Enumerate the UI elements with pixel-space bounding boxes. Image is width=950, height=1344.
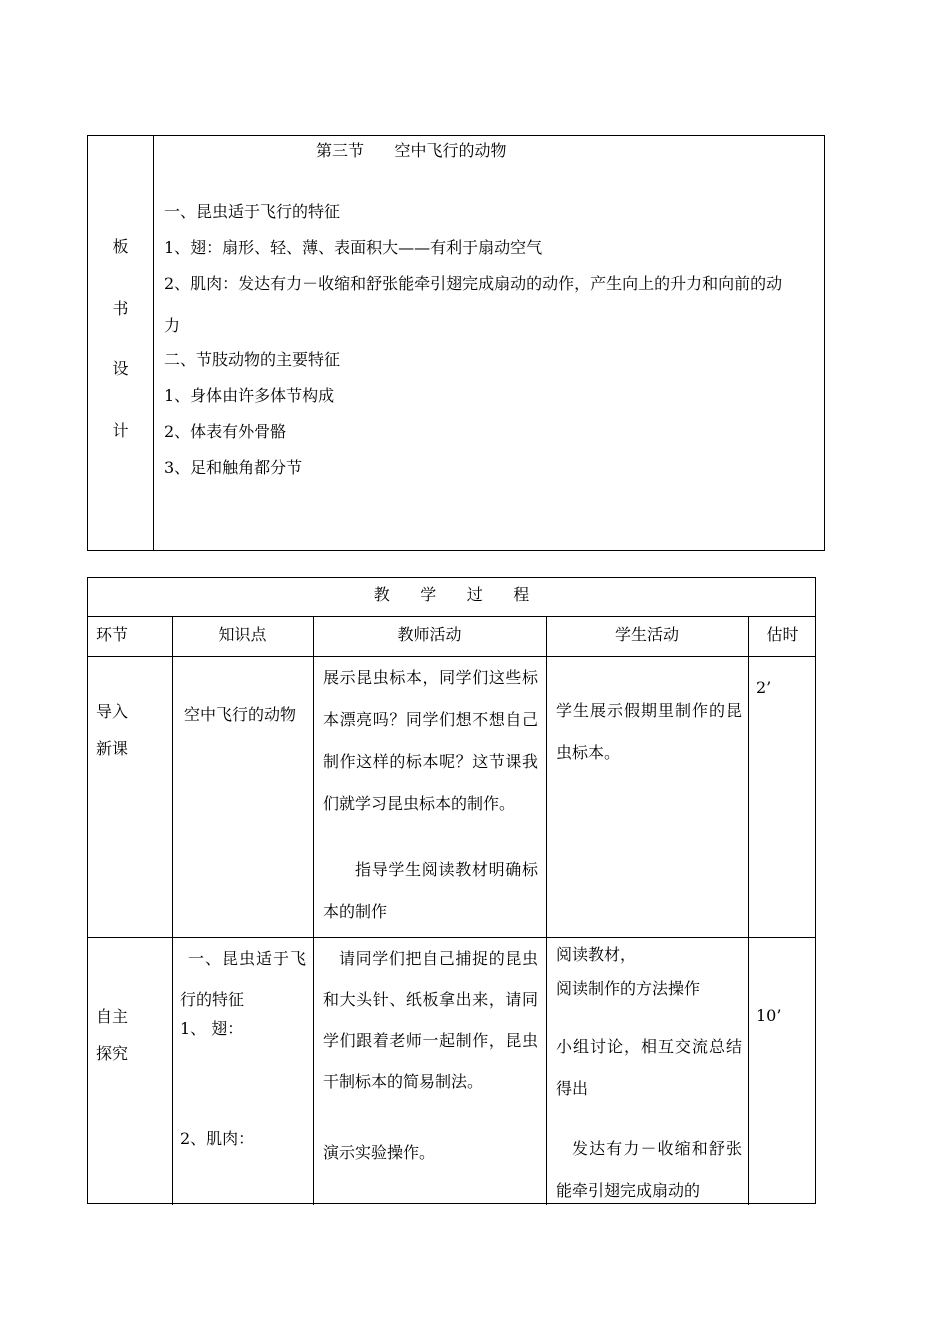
- row1-student-activity: 学生展示假期里制作的昆虫标本。: [556, 701, 742, 762]
- board-label-char-2: 书: [112, 299, 129, 318]
- row1-knowledge: 空中飞行的动物: [184, 705, 297, 724]
- header-student: 学生活动: [614, 625, 679, 644]
- board-line-2: 1、翅：扇形、轻、薄、表面积大——有利于扇动空气: [164, 238, 543, 257]
- header-time: 估时: [766, 625, 799, 644]
- row2-knowledge-muscle: 2、肌肉：: [180, 1129, 255, 1148]
- board-line-8: 3、足和触角都分节: [164, 458, 303, 477]
- board-divider: [153, 136, 154, 550]
- teaching-process-table: [87, 577, 816, 1204]
- board-label-char-3: 设: [112, 359, 129, 378]
- table-col-rule: [313, 616, 314, 1205]
- row2-time: 10’: [756, 1006, 782, 1025]
- row2-teacher-demo: 演示实验操作。: [323, 1143, 436, 1162]
- row2-stage: 自主 探究: [96, 1007, 129, 1063]
- row1-teacher-guidance: 指导学生阅读教材明确标本的制作: [323, 860, 538, 921]
- table-title: 教 学 过 程: [373, 585, 530, 604]
- board-line-6: 1、身体由许多体节构成: [164, 386, 335, 405]
- row2-teacher-activity: 请同学们把自己捕捉的昆虫和大头针、纸板拿出来，请同学们跟着老师一起制作，昆虫干制标本的简易制法。: [323, 949, 538, 1091]
- row2-student-read: 阅读教材，: [556, 945, 637, 964]
- row1-stage: 导入 新课: [96, 702, 129, 758]
- table-col-rule: [546, 616, 547, 1205]
- table-col-rule: [172, 616, 173, 1205]
- row2-knowledge-heading: 一、昆虫适于飞行的特征: [180, 949, 306, 1009]
- board-title: 第三节 空中飞行的动物: [316, 141, 507, 160]
- row2-student-discuss: 小组讨论，相互交流总结得出: [556, 1037, 742, 1098]
- header-teacher: 教师活动: [397, 625, 462, 644]
- row1-time: 2’: [756, 678, 772, 697]
- table-col-rule: [748, 616, 749, 1205]
- board-line-5: 二、节肢动物的主要特征: [164, 350, 341, 369]
- header-knowledge: 知识点: [218, 625, 267, 644]
- board-label-char-1: 板: [112, 237, 129, 256]
- board-label-char-4: 计: [112, 421, 129, 440]
- board-line-7: 2、体表有外骨骼: [164, 422, 287, 441]
- row1-teacher-activity: 展示昆虫标本，同学们这些标本漂亮吗？同学们想不想自己制作这样的标本呢？这节课我们就学习昆虫标本的制作。: [323, 668, 538, 813]
- row2-knowledge-wings: 1、 翅：: [180, 1019, 244, 1038]
- board-design-box: [87, 135, 825, 551]
- board-line-3: 2、肌肉：发达有力－收缩和舒张能牵引翅完成扇动的动作，产生向上的升力和向前的动: [164, 274, 783, 293]
- board-line-1: 一、昆虫适于飞行的特征: [164, 202, 341, 221]
- table-rule: [88, 616, 815, 617]
- header-stage: 环节: [96, 625, 129, 644]
- row2-student-conclusion: 发达有力－收缩和舒张能牵引翅完成扇动的: [556, 1139, 742, 1200]
- row2-student-operate: 阅读制作的方法操作: [556, 979, 701, 998]
- board-line-4: 力: [164, 316, 181, 335]
